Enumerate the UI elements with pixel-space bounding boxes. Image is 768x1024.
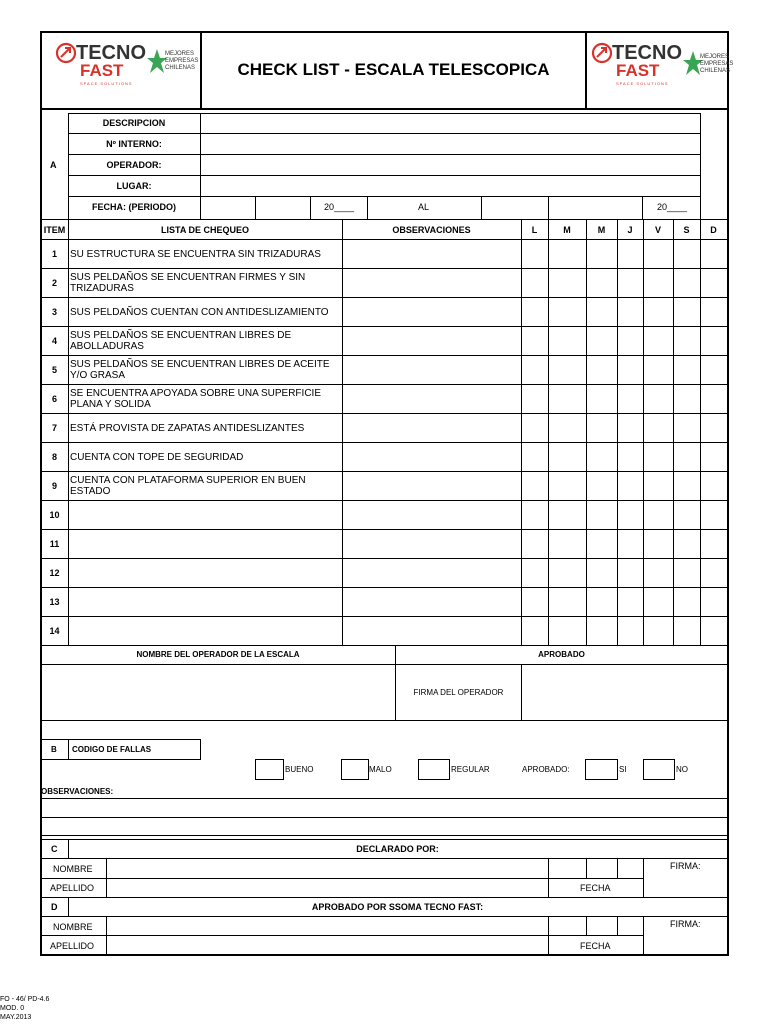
day-check-cell-m2[interactable]	[587, 384, 617, 413]
day-check-cell-v[interactable]	[644, 326, 673, 355]
d-firma-label: FIRMA:	[670, 919, 701, 929]
checklist-item-text: ESTÁ PROVISTA DE ZAPATAS ANTIDESLIZANTES	[70, 422, 305, 434]
day-check-cell-v[interactable]	[644, 529, 673, 558]
logo-sub: SPACE SOLUTIONS	[80, 81, 133, 86]
day-check-cell-v[interactable]	[644, 616, 673, 645]
table-row	[41, 239, 727, 268]
c-apellido-input[interactable]	[107, 879, 548, 897]
day-check-cell-m2[interactable]	[587, 442, 617, 471]
day-check-cell-v[interactable]	[644, 500, 673, 529]
table-row	[41, 413, 727, 442]
day-check-cell-v[interactable]	[644, 558, 673, 587]
award-line-1: MEJORES	[700, 54, 730, 60]
item-number: 5	[51, 365, 57, 375]
logo-brand-bottom: FAST	[80, 61, 124, 80]
observaciones-line-1[interactable]	[42, 799, 727, 817]
table-row	[41, 587, 727, 616]
day-check-cell-v[interactable]	[644, 297, 673, 326]
day-check-cell-l[interactable]	[522, 471, 548, 500]
col-header-day-l: L	[531, 225, 538, 235]
day-check-cell-j[interactable]	[618, 384, 643, 413]
day-check-cell-l[interactable]	[522, 587, 548, 616]
observation-cell[interactable]	[343, 471, 521, 500]
day-check-cell-m2[interactable]	[587, 326, 617, 355]
item-number: 14	[49, 626, 60, 636]
item-number: 6	[51, 394, 57, 404]
checklist-item-text	[70, 618, 342, 644]
col-header-day-m: M	[563, 225, 571, 235]
day-check-cell-m2[interactable]	[587, 616, 617, 645]
day-check-cell-s[interactable]	[674, 268, 700, 297]
day-check-cell-v[interactable]	[644, 471, 673, 500]
d-nombre-input[interactable]	[107, 917, 548, 935]
observation-cell[interactable]	[343, 268, 521, 297]
signature-label: FIRMA DEL OPERADOR	[413, 688, 504, 697]
day-check-cell-j[interactable]	[618, 326, 643, 355]
checklist-item-text	[70, 531, 342, 557]
operator-name-header: NOMBRE DEL OPERADOR DE LA ESCALA	[136, 650, 300, 659]
table-row	[41, 616, 727, 645]
day-check-cell-d[interactable]	[701, 558, 727, 587]
day-check-cell-v[interactable]	[644, 355, 673, 384]
col-header-item: ITEM	[43, 225, 66, 235]
observation-cell[interactable]	[343, 384, 521, 413]
observation-cell[interactable]	[343, 355, 521, 384]
day-check-cell-s[interactable]	[674, 239, 700, 268]
day-check-cell-m2[interactable]	[587, 587, 617, 616]
section-a-letter: A	[50, 160, 57, 170]
day-check-cell-j[interactable]	[618, 587, 643, 616]
d-nombre-label: NOMBRE	[53, 922, 93, 932]
day-check-cell-l[interactable]	[522, 413, 548, 442]
day-check-cell-s[interactable]	[674, 558, 700, 587]
day-check-cell-l[interactable]	[522, 239, 548, 268]
c-nombre-input[interactable]	[107, 859, 548, 878]
col-header-lista: LISTA DE CHEQUEO	[160, 225, 249, 235]
day-check-cell-m[interactable]	[549, 558, 586, 587]
section-d-title: APROBADO POR SSOMA TECNO FAST:	[311, 902, 484, 912]
observation-cell[interactable]	[343, 616, 521, 645]
day-check-cell-s[interactable]	[674, 616, 700, 645]
observaciones-label: OBSERVACIONES:	[41, 787, 114, 796]
observaciones-line-2[interactable]	[42, 818, 727, 835]
table-row	[41, 297, 727, 326]
section-c-title: DECLARADO POR:	[356, 844, 439, 854]
day-check-cell-v[interactable]	[644, 442, 673, 471]
operator-name-input[interactable]	[42, 665, 395, 720]
checklist-item-text	[70, 502, 342, 528]
day-check-cell-d[interactable]	[701, 268, 727, 297]
day-check-cell-v[interactable]	[644, 587, 673, 616]
day-check-cell-m[interactable]	[549, 297, 586, 326]
period-year-end: 20____	[657, 202, 688, 212]
checklist-item-text: SUS PELDAÑOS CUENTAN CON ANTIDESLIZAMIENTO	[70, 306, 329, 318]
day-check-cell-d[interactable]	[701, 587, 727, 616]
day-check-cell-m2[interactable]	[587, 529, 617, 558]
tecnofast-mark-icon	[54, 41, 78, 65]
field-label-descripcion: DESCRIPCION	[102, 118, 166, 128]
si-label: SI	[619, 765, 627, 774]
section-c-letter: C	[51, 844, 58, 854]
day-check-cell-d[interactable]	[701, 616, 727, 645]
day-check-cell-d[interactable]	[701, 355, 727, 384]
checklist-item-text: SE ENCUENTRA APOYADA SOBRE UNA SUPERFICIE PLANA Y SOLIDA	[70, 388, 321, 410]
d-apellido-label: APELLIDO	[50, 941, 95, 951]
day-check-cell-l[interactable]	[522, 529, 548, 558]
checklist-item-text: SUS PELDAÑOS SE ENCUENTRAN FIRMES Y SIN TRIZADURAS	[70, 272, 306, 294]
descripcion-input[interactable]	[201, 114, 700, 133]
aprobado-label: APROBADO:	[522, 765, 570, 774]
no-checkbox[interactable]	[643, 759, 675, 780]
day-check-cell-j[interactable]	[618, 239, 643, 268]
table-row	[41, 558, 727, 587]
d-firma-input[interactable]	[644, 930, 727, 954]
checklist-item-text: CUENTA CON PLATAFORMA SUPERIOR EN BUEN ESTADO	[70, 475, 306, 497]
c-fecha-label: FECHA	[580, 883, 611, 893]
footer-mod: MOD. 0	[0, 1005, 25, 1012]
company-logo-right	[590, 40, 734, 90]
day-check-cell-j[interactable]	[618, 268, 643, 297]
field-label-interno: Nº INTERNO:	[106, 139, 162, 149]
table-row	[41, 442, 727, 471]
logo-brand-top: TECNO	[612, 42, 682, 64]
award-line-2: EMPRESAS	[165, 58, 199, 64]
table-row	[41, 471, 727, 500]
day-check-cell-m2[interactable]	[587, 268, 617, 297]
day-check-cell-s[interactable]	[674, 413, 700, 442]
day-check-cell-m[interactable]	[549, 355, 586, 384]
approved-header: APROBADO	[538, 650, 585, 659]
day-check-cell-m[interactable]	[549, 442, 586, 471]
checklist-item-text: SUS PELDAÑOS SE ENCUENTRAN LIBRES DE ACEITE Y/O GRASA	[70, 359, 330, 381]
item-number: 4	[51, 336, 57, 346]
interno-input[interactable]	[201, 134, 700, 154]
logo-sub: SPACE SOLUTIONS	[616, 81, 669, 86]
day-check-cell-v[interactable]	[644, 239, 673, 268]
observation-cell[interactable]	[343, 587, 521, 616]
day-check-cell-j[interactable]	[618, 616, 643, 645]
c-apellido-label: APELLIDO	[50, 883, 95, 893]
approval-input[interactable]	[522, 665, 727, 720]
operador-input[interactable]	[201, 155, 700, 175]
day-check-cell-s[interactable]	[674, 297, 700, 326]
day-check-cell-s[interactable]	[674, 355, 700, 384]
day-check-cell-d[interactable]	[701, 442, 727, 471]
si-checkbox[interactable]	[585, 759, 618, 780]
day-check-cell-j[interactable]	[618, 529, 643, 558]
table-row	[41, 268, 727, 297]
day-check-cell-j[interactable]	[618, 413, 643, 442]
award-line-1: MEJORES	[165, 51, 195, 57]
observation-cell[interactable]	[343, 558, 521, 587]
d-fecha-label: FECHA	[580, 941, 611, 951]
field-label-lugar: LUGAR:	[116, 181, 152, 191]
day-check-cell-v[interactable]	[644, 268, 673, 297]
field-label-operador: OPERADOR:	[106, 160, 162, 170]
day-check-cell-l[interactable]	[522, 558, 548, 587]
item-number: 1	[51, 249, 57, 259]
day-check-cell-l[interactable]	[522, 355, 548, 384]
day-check-cell-d[interactable]	[701, 500, 727, 529]
day-check-cell-d[interactable]	[701, 529, 727, 558]
section-b-letter: B	[51, 745, 57, 754]
checklist-item-text	[70, 560, 342, 586]
day-check-cell-m2[interactable]	[587, 355, 617, 384]
day-check-cell-m[interactable]	[549, 500, 586, 529]
day-check-cell-j[interactable]	[618, 442, 643, 471]
observation-cell[interactable]	[343, 239, 521, 268]
col-header-day-s: S	[683, 225, 690, 235]
observation-cell[interactable]	[343, 413, 521, 442]
day-check-cell-d[interactable]	[701, 471, 727, 500]
footer-code: FO - 46/ PD-4.6	[0, 996, 50, 1003]
observation-cell[interactable]	[343, 297, 521, 326]
observation-cell[interactable]	[343, 326, 521, 355]
item-number: 10	[49, 510, 60, 520]
table-row	[41, 384, 727, 413]
day-check-cell-m[interactable]	[549, 268, 586, 297]
day-check-cell-s[interactable]	[674, 587, 700, 616]
logo-brand-bottom: FAST	[616, 61, 660, 80]
table-row	[41, 529, 727, 558]
day-check-cell-s[interactable]	[674, 326, 700, 355]
day-check-cell-m[interactable]	[549, 616, 586, 645]
day-check-cell-l[interactable]	[522, 616, 548, 645]
col-header-day-j: J	[627, 225, 633, 235]
day-check-cell-s[interactable]	[674, 384, 700, 413]
company-logo-left	[52, 40, 199, 90]
period-year-start: 20____	[324, 202, 355, 212]
observation-cell[interactable]	[343, 442, 521, 471]
item-number: 11	[49, 539, 60, 549]
logo-brand-top: TECNO	[76, 42, 146, 64]
day-check-cell-j[interactable]	[618, 558, 643, 587]
item-number: 7	[51, 423, 57, 433]
day-check-cell-l[interactable]	[522, 268, 548, 297]
day-check-cell-m2[interactable]	[587, 413, 617, 442]
day-check-cell-d[interactable]	[701, 239, 727, 268]
day-check-cell-m2[interactable]	[587, 297, 617, 326]
day-check-cell-m[interactable]	[549, 326, 586, 355]
regular-checkbox[interactable]	[418, 759, 450, 780]
item-number: 8	[51, 452, 57, 462]
checklist-item-text	[70, 589, 342, 615]
checklist-item-text: SUS PELDAÑOS SE ENCUENTRAN LIBRES DE ABOLLADURAS	[70, 330, 292, 352]
regular-label: REGULAR	[451, 765, 490, 774]
day-check-cell-d[interactable]	[701, 326, 727, 355]
day-check-cell-m[interactable]	[549, 471, 586, 500]
award-line-3: CHILENAS	[700, 68, 731, 74]
section-d-letter: D	[51, 902, 58, 912]
col-header-day-v: V	[654, 225, 661, 235]
bueno-checkbox[interactable]	[255, 759, 284, 780]
footer-date: MAY.2013	[0, 1014, 32, 1021]
item-number: 2	[51, 278, 57, 288]
observation-cell[interactable]	[343, 529, 521, 558]
day-check-cell-j[interactable]	[618, 500, 643, 529]
day-check-cell-s[interactable]	[674, 529, 700, 558]
day-check-cell-m2[interactable]	[587, 558, 617, 587]
c-nombre-label: NOMBRE	[53, 864, 93, 874]
lugar-input[interactable]	[201, 176, 700, 196]
day-check-cell-m[interactable]	[549, 413, 586, 442]
table-row	[41, 500, 727, 529]
item-number: 13	[49, 597, 60, 607]
day-check-cell-d[interactable]	[701, 297, 727, 326]
day-check-cell-m[interactable]	[549, 529, 586, 558]
bueno-label: BUENO	[285, 765, 314, 774]
day-check-cell-s[interactable]	[674, 500, 700, 529]
codigo-fallas-label: CODIGO DE FALLAS	[72, 745, 152, 754]
c-firma-label: FIRMA:	[670, 861, 701, 871]
malo-checkbox[interactable]	[341, 759, 369, 780]
day-check-cell-v[interactable]	[644, 413, 673, 442]
table-row	[41, 355, 727, 384]
period-al: AL	[418, 202, 430, 212]
day-check-cell-j[interactable]	[618, 471, 643, 500]
item-number: 9	[51, 481, 57, 491]
checklist-item-text: CUENTA CON TOPE DE SEGURIDAD	[70, 451, 244, 463]
day-check-cell-m2[interactable]	[587, 471, 617, 500]
day-check-cell-l[interactable]	[522, 384, 548, 413]
item-number: 12	[49, 568, 60, 578]
item-number: 3	[51, 307, 57, 317]
award-line-2: EMPRESAS	[700, 61, 734, 67]
d-apellido-input[interactable]	[107, 936, 548, 954]
day-check-cell-l[interactable]	[522, 442, 548, 471]
day-check-cell-m2[interactable]	[587, 500, 617, 529]
no-label: NO	[676, 765, 688, 774]
col-header-day-m2: M	[597, 225, 606, 235]
day-check-cell-j[interactable]	[618, 297, 643, 326]
day-check-cell-l[interactable]	[522, 326, 548, 355]
day-check-cell-v[interactable]	[644, 384, 673, 413]
day-check-cell-j[interactable]	[618, 355, 643, 384]
day-check-cell-l[interactable]	[522, 297, 548, 326]
page-title: CHECK LIST - ESCALA TELESCOPICA	[237, 60, 550, 79]
tecnofast-mark-icon	[590, 41, 614, 65]
c-firma-input[interactable]	[644, 872, 727, 897]
day-check-cell-m[interactable]	[549, 239, 586, 268]
observation-cell[interactable]	[343, 500, 521, 529]
field-label-fecha: FECHA: (PERIODO)	[92, 202, 176, 212]
checklist-item-text: SU ESTRUCTURA SE ENCUENTRA SIN TRIZADURAS	[70, 248, 321, 260]
day-check-cell-m[interactable]	[549, 384, 586, 413]
col-header-day-d: D	[710, 225, 717, 235]
day-check-cell-m[interactable]	[549, 587, 586, 616]
day-check-cell-d[interactable]	[701, 384, 727, 413]
award-line-3: CHILENAS	[165, 65, 196, 71]
table-row	[41, 326, 727, 355]
day-check-cell-s[interactable]	[674, 442, 700, 471]
day-check-cell-d[interactable]	[701, 413, 727, 442]
day-check-cell-s[interactable]	[674, 471, 700, 500]
day-check-cell-l[interactable]	[522, 500, 548, 529]
malo-label: MALO	[369, 765, 392, 774]
day-check-cell-m2[interactable]	[587, 239, 617, 268]
col-header-observaciones: OBSERVACIONES	[392, 225, 471, 235]
